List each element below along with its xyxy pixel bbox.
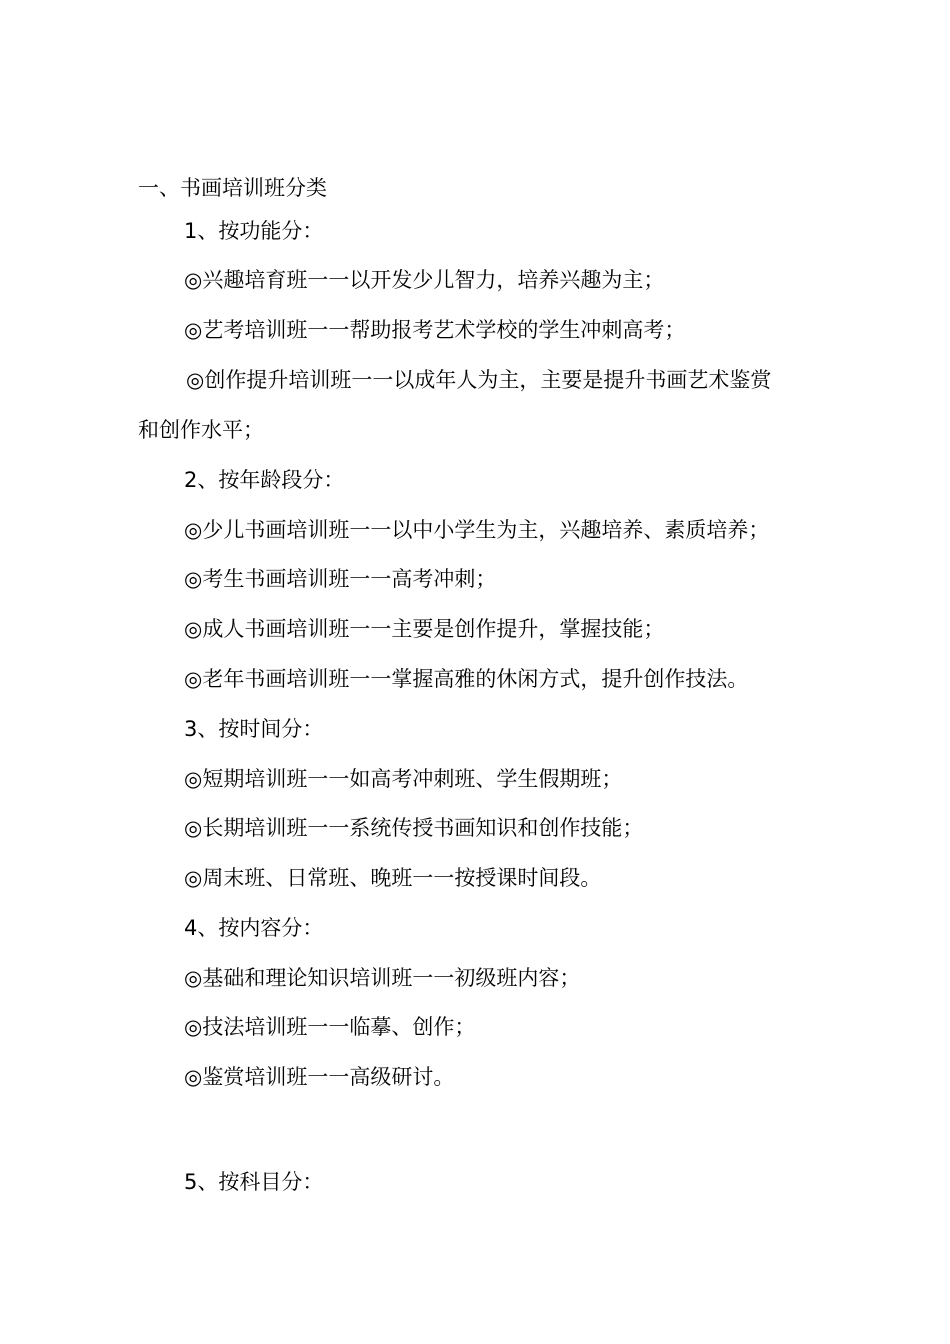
list-item-continuation: 和创作水平； <box>138 418 264 442</box>
list-item: ◎考生书画培训班一一高考冲刺； <box>184 567 497 591</box>
list-item: ◎兴趣培育班一一以开发少儿智力，培养兴趣为主； <box>184 268 665 292</box>
list-item: ◎周末班、日常班、晚班一一按授课时间段。 <box>184 866 602 890</box>
list-item: ◎长期培训班一一系统传授书画知识和创作技能； <box>184 816 644 840</box>
list-item: ◎鉴赏培训班一一高级研讨。 <box>184 1065 455 1089</box>
list-item: ◎成人书画培训班一一主要是创作提升，掌握技能； <box>184 617 665 641</box>
list-item: ◎基础和理论知识培训班一一初级班内容； <box>184 966 581 990</box>
section-title-time: 3、按时间分： <box>184 717 324 741</box>
list-item: ◎技法培训班一一临摹、创作； <box>184 1015 476 1039</box>
list-item: ◎创作提升培训班一一以成年人为主，主要是提升书画艺术鉴赏 <box>186 368 772 392</box>
list-item: ◎老年书画培训班一一掌握高雅的休闲方式，提升创作技法。 <box>184 667 749 691</box>
list-item: ◎短期培训班一一如高考冲刺班、学生假期班； <box>184 767 623 791</box>
document-heading: 一、书画培训班分类 <box>138 176 327 200</box>
section-title-content: 4、按内容分： <box>184 916 324 940</box>
section-title-subject: 5、按科目分： <box>184 1170 324 1194</box>
list-item: ◎艺考培训班一一帮助报考艺术学校的学生冲刺高考； <box>184 318 686 342</box>
section-title-age: 2、按年龄段分： <box>184 468 345 492</box>
section-title-function: 1、按功能分： <box>184 219 324 243</box>
list-item: ◎少儿书画培训班一一以中小学生为主，兴趣培养、素质培养； <box>184 518 770 542</box>
